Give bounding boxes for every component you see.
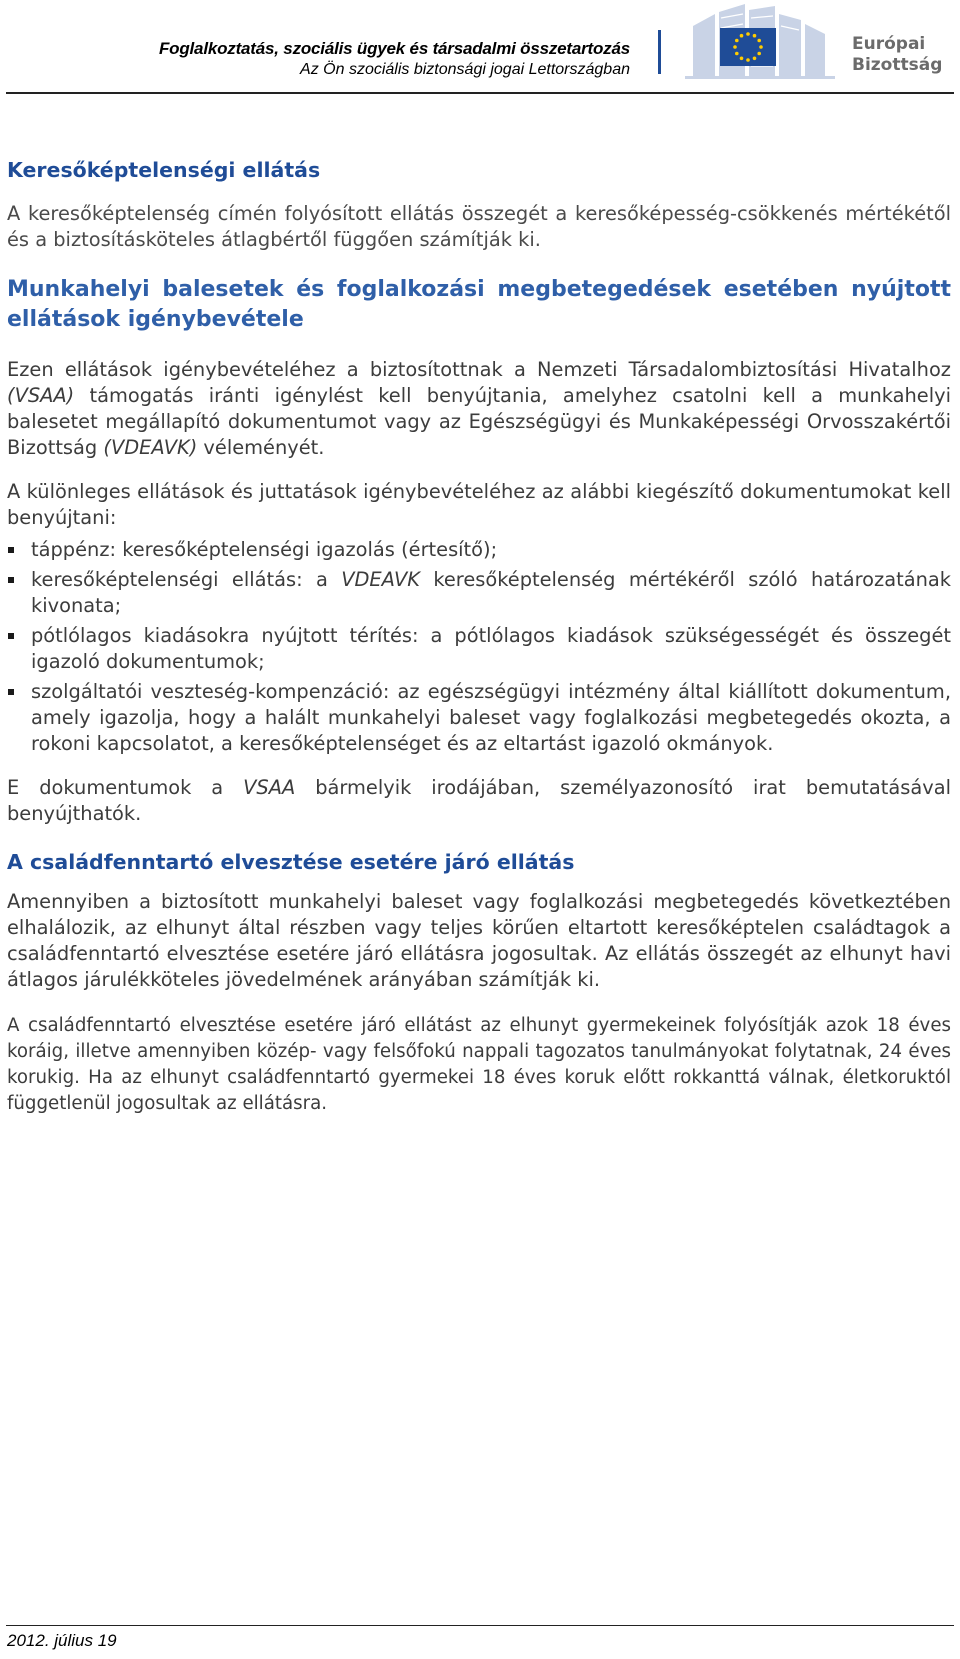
header-divider-bar [658,30,661,74]
list-item [7,567,951,619]
org-line-2: Bizottság [852,55,943,75]
text-run: támogatás iránti igénylést kell benyújtania, amelyhez csatolni kell a munkahelyi balesetet megállapító dokumentumot vagy az Egészségügyi és Munkaképességi Orvosszakértői Bizottság [7,384,951,459]
documents-list [7,537,951,757]
european-commission-logo-icon [675,4,843,86]
text-run: E dokumentumok a [7,776,244,799]
abbr-vsaa: VSAA [243,776,296,799]
text-run: véleményét. [197,436,325,459]
abbr-vdeavk: (VDEAVK) [103,436,198,459]
header-rule [6,92,954,94]
header-title: Foglalkoztatás, szociális ügyek és társadalmi összetartozás [158,39,630,58]
section-title-incapacity: Keresőképtelenségi ellátás [7,158,321,182]
text-run: Ezen ellátások igénybevételéhez a biztosítottnak a Nemzeti Társadalombiztosítási Hivatalhoz [7,358,951,381]
paragraph-submission [7,775,951,827]
list-item: pótlólagos kiadásokra nyújtott térítés: a pótlólagos kiadások szükségességét és összegét igazoló dokumentumok; [7,623,951,675]
header-subtitle: Az Ön szociális biztonsági jogai Lettországban [300,61,630,78]
european-commission-wordmark [852,34,942,76]
section-title-accidents: Munkahelyi balesetek és foglalkozási megbetegedések esetében nyújtott ellátások igénybevétele [7,277,951,332]
paragraph-survivors-entitlement: Amennyiben a biztosított munkahelyi baleset vagy foglalkozási megbetegedés következtében elhalálozik, az elhunyt által részben vagy teljes körűen eltartott keresőképtelen családtagok a családfenntartó elvesztése esetére járó ellátásra jogosultak. Az ellátás összegét az elhunyt havi átlagos járulékköteles jövedelmének arányában számítják ki. [7,890,951,991]
footer-date: 2012. július 19 [7,1631,117,1650]
text-run: keresőképtelenség mértékéről szóló határozatának kivonata; [31,568,951,617]
list-item: szolgáltatói veszteség-kompenzáció: az egészségügyi intézmény által kiállított dokumentum, amely igazolja, hogy a halált munkahelyi baleset vagy foglalkozási megbetegedés okozta, a rokoni kapcsolatot, a keresőképtelenséget és az eltartást igazoló okmányok. [7,679,951,757]
document-body [7,155,951,1117]
abbr-vdeavk: VDEAVK [341,568,420,591]
list-item: táppénz: keresőképtelenségi igazolás (értesítő); [7,537,951,563]
section-title-survivors: A családfenntartó elvesztése esetére járó ellátás [7,850,575,874]
header-titles [159,38,630,80]
paragraph-incapacity: A keresőképtelenség címén folyósított ellátás összegét a keresőképesség-csökkenés mértékétől és a biztosításköteles átlagbértől függően számítják ki. [7,202,951,251]
page-header [0,0,960,95]
abbr-vsaa: (VSAA) [7,384,75,407]
paragraph-claim-procedure [7,357,951,461]
footer-rule [6,1625,954,1626]
paragraph-documents-intro: A különleges ellátások és juttatások igénybevételéhez az alábbi kiegészítő dokumentumokat kell benyújtani: [7,480,951,529]
org-line-1: Európai [852,34,926,54]
text-run: bármelyik irodájában, személyazonosító irat bemutatásával benyújthatók. [7,776,951,825]
text-run: keresőképtelenségi ellátás: a [31,568,342,591]
paragraph-survivors-children: A családfenntartó elvesztése esetére járó ellátást az elhunyt gyermekeinek folyósítják azok 18 éves koráig, illetve amennyiben közép- vagy felsőfokú nappali tagozatos tanulmányokat folytatnak, 24 éves korukig. Ha az elhunyt családfenntartó gyermekei 18 éves koruk előtt rokkanttá válnak, életkoruktól függetlenül jogosultak az ellátásra. [7,1015,951,1114]
